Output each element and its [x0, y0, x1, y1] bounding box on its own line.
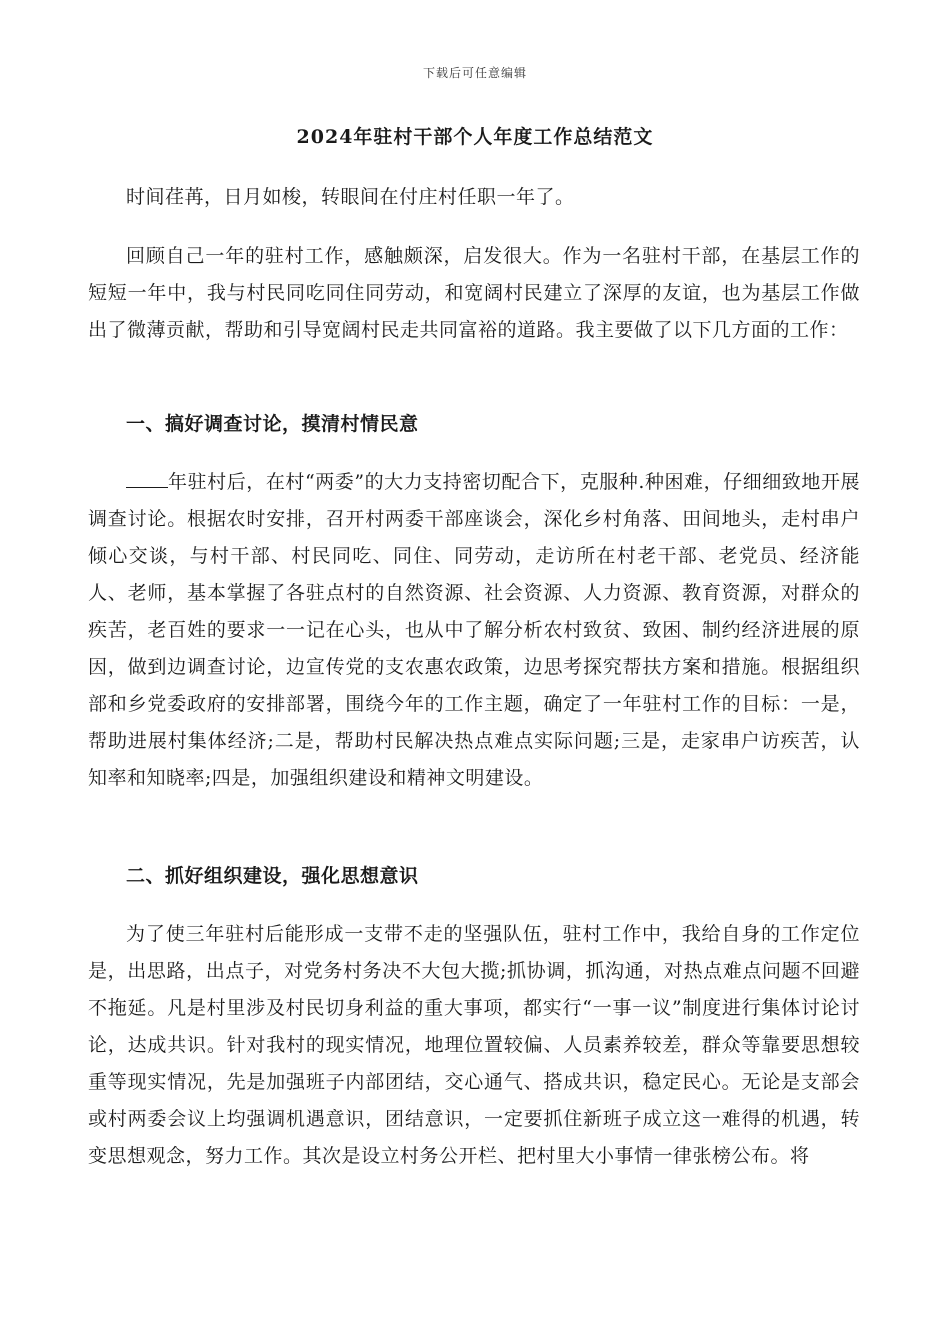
paragraph-1: 时间荏苒，日月如梭，转眼间在付庄村任职一年了。: [126, 186, 575, 208]
section-heading-2: 二、抓好组织建设，强化思想意识: [126, 865, 419, 887]
fill-in-blank: [126, 469, 168, 488]
paragraph-2: 回顾自己一年的驻村工作，感触颇深，启发很大。作为一名驻村干部，在基层工作的短短一年中，我与村民同吃同住同劳动，和宽阔村民建立了深厚的友谊，也为基层工作做出了微薄贡献，帮助和引导宽阔村民走共同富裕的道路。我主要做了以下几方面的工作：: [88, 245, 860, 341]
header-note: 下载后可任意编辑: [422, 66, 527, 80]
paragraph-4: 为了使三年驻村后能形成一支带不走的坚强队伍，驻村工作中，我给自身的工作定位是，出思路，出点子，对党务村务决不大包大揽;抓协调，抓沟通，对热点难点问题不回避不拖延。凡是村里涉及村民切身利益的重大事项，都实行“一事一议”制度进行集体讨论讨论，达成共识。针对我村的现实情况，地理位置较偏、人员素养较差，群众等靠要思想较重等现实情况，先是加强班子内部团结，交心通气、搭成共识，稳定民心。无论是支部会或村两委会议上均强调机遇意识，团结意识，一定要抓住新班子成立这一难得的机遇，转变思想观念，努力工作。其次是设立村务公开栏、把村里大小事情一律张榜公布。将: [88, 923, 860, 1167]
section-heading-1: 一、搞好调查讨论，摸清村情民意: [126, 413, 419, 435]
paragraph-3: [88, 464, 860, 797]
document-title: 2024年驻村干部个人年度工作总结范文: [296, 126, 654, 148]
paragraph-3-text: 年驻村后，在村“两委”的大力支持密切配合下，克服种.种困难，仔细细致地开展调查讨论。根据农时安排，召开村两委干部座谈会，深化乡村角落、田间地头，走村串户倾心交谈，与村干部、村民同吃、同住、同劳动，走访所在村老干部、老党员、经济能人、老师，基本掌握了各驻点村的自然资源、社会资源、人力资源、教育资源，对群众的疾苦，老百姓的要求一一记在心头，也从中了解分析农村致贫、致困、制约经济进展的原因，做到边调查讨论，边宣传党的支农惠农政策，边思考探究帮扶方案和措施。根据组织部和乡党委政府的安排部署，围绕今年的工作主题，确定了一年驻村工作的目标：一是，帮助进展村集体经济;二是，帮助村民解决热点难点实际问题;三是，走家串户访疾苦，认知率和知晓率;四是，加强组织建设和精神文明建设。: [88, 471, 860, 789]
